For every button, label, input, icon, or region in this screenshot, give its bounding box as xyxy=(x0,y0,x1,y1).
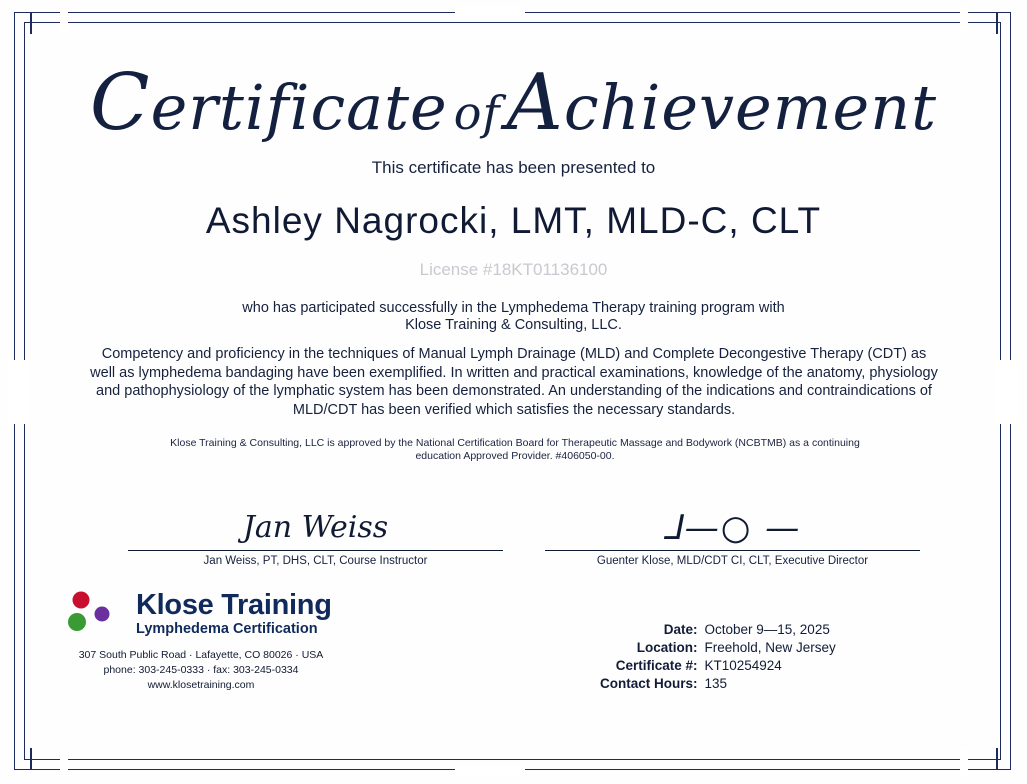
logo-phone-fax: phone: 303-245-0333 · fax: 303-245-0334 xyxy=(103,664,299,676)
border-gap xyxy=(960,6,968,32)
detail-value-certificate-number: KT10254924 xyxy=(704,657,782,673)
title-initial-c: C xyxy=(89,58,151,148)
title-word-certificate: ertificate xyxy=(150,71,448,144)
corner-tick xyxy=(996,748,998,770)
logo-address: 307 South Public Road · Lafayette, CO 80026 · USA xyxy=(78,649,324,661)
presented-line: This certificate has been presented to xyxy=(371,158,656,177)
logo-title: Klose Training xyxy=(136,589,332,621)
signature-caption-left: Jan Weiss, PT, DHS, CLT, Course Instructor xyxy=(203,555,428,567)
competency-body-text: Competency and proficiency in the techniques of Manual Lymph Drainage (MLD) and Complete Decongestive Therapy (CDT) as well as lymphedema bandaging have been exemplified. In written and practical examinations, knowledge of the anatomy, physiology and pathophysiology of the lymphatic system has been demonstrated. An understanding of the indications and contraindications of MLD/CDT has been verified which satisfies the necessary standards. xyxy=(90,346,938,418)
logo-contact-info xyxy=(66,640,336,693)
detail-value-date: October 9—15, 2025 xyxy=(704,621,830,637)
table-row xyxy=(600,656,836,674)
border-gap xyxy=(455,766,525,776)
detail-label-certificate-number: Certificate #: xyxy=(615,657,698,673)
ncbtmb-approval-text: Klose Training & Consulting, LLC is approved by the National Certification Board for Therapeutic Massage and Bodywork (NCBTMB) as a continuing education Approved Provider. #406050-00. xyxy=(170,437,860,462)
detail-value-contact-hours: 135 xyxy=(704,675,728,691)
program-line-1: who has participated successfully in the Lymphedema Therapy training program with xyxy=(242,300,785,316)
recipient-name: Ashley Nagrocki, LMT, MLD-C, CLT xyxy=(205,200,822,241)
border-gap xyxy=(960,750,968,776)
signature-script-left: Jan Weiss xyxy=(242,510,389,545)
logo-text xyxy=(128,590,332,638)
title-initial-a: A xyxy=(506,58,564,148)
detail-label-date: Date: xyxy=(663,621,698,637)
border-gap xyxy=(455,6,525,16)
logo-subtitle: Lymphedema Certification xyxy=(136,621,318,637)
program-description xyxy=(0,300,1027,334)
license-number: License #18KT01136100 xyxy=(419,260,608,279)
border-gap xyxy=(60,6,68,32)
table-row xyxy=(600,620,836,638)
detail-value-location: Freehold, New Jersey xyxy=(704,639,836,655)
border-gap xyxy=(996,360,1018,424)
signature-block-left xyxy=(128,505,503,567)
klose-circles-icon xyxy=(66,588,128,640)
signature-caption-right: Guenter Klose, MLD/CDT CI, CLT, Executive Director xyxy=(596,555,869,567)
border-gap xyxy=(60,750,68,776)
table-row xyxy=(600,638,836,656)
table-row xyxy=(600,674,836,692)
corner-tick xyxy=(30,748,32,770)
title-word-of: of xyxy=(453,86,501,140)
detail-label-location: Location: xyxy=(636,639,698,655)
signature-script-right: ⅃—○ — xyxy=(663,508,802,548)
title-word-achievement: chievement xyxy=(563,71,938,144)
program-line-2: Klose Training & Consulting, LLC. xyxy=(405,317,622,333)
certificate-title xyxy=(0,58,1027,148)
logo-website: www.klosetraining.com xyxy=(147,679,255,691)
certificate-details xyxy=(600,620,836,692)
detail-label-contact-hours: Contact Hours: xyxy=(600,675,698,691)
logo-row xyxy=(66,588,336,640)
border-gap xyxy=(8,360,30,424)
klose-training-logo xyxy=(66,588,336,693)
details-table xyxy=(600,620,836,692)
signature-block-right xyxy=(545,505,920,567)
corner-tick xyxy=(30,12,32,34)
corner-tick xyxy=(996,12,998,34)
